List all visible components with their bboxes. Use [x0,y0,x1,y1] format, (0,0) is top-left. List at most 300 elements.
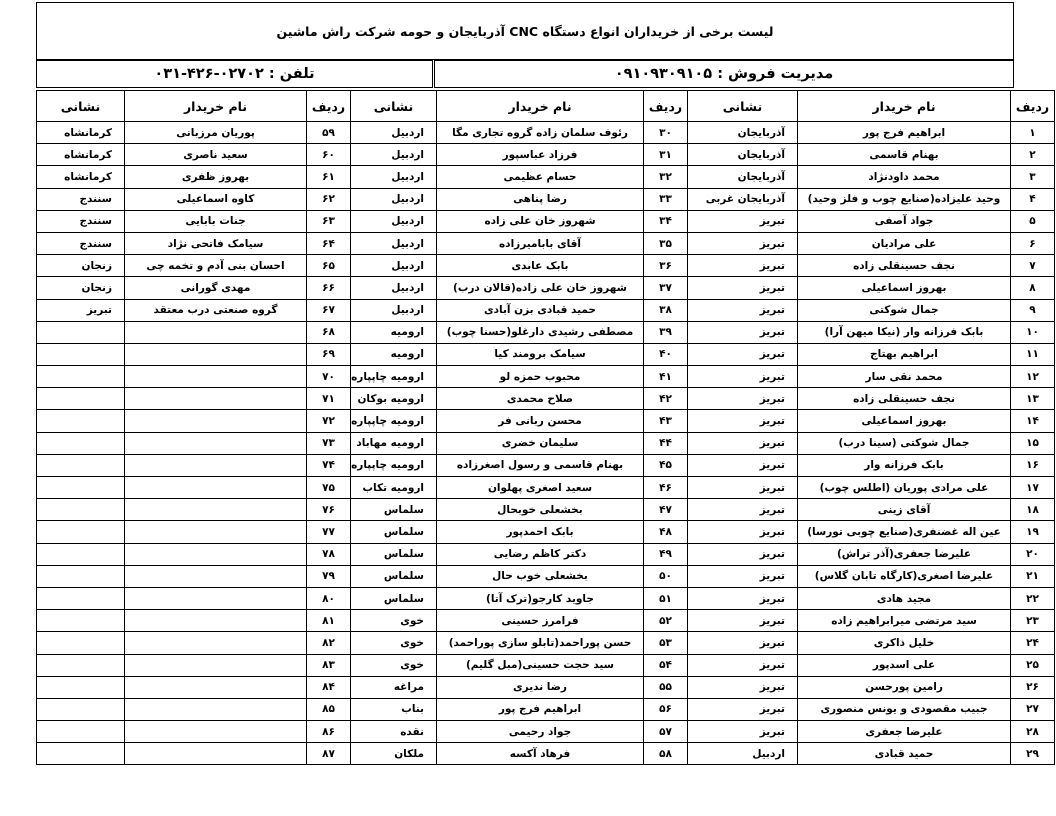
row-number-cell: ۸۴ [307,676,351,698]
address-cell: سلماس [351,499,437,521]
table-row [37,122,1055,144]
row-number-cell: ۶۲ [307,188,351,210]
buyer-name-cell: آقای بابامیرزاده [437,232,644,254]
address-cell [37,321,125,343]
address-cell: اردبیل [351,255,437,277]
table-row [37,721,1055,743]
address-cell: اردبیل [351,188,437,210]
address-cell: تبریز [688,255,798,277]
table-row [37,499,1055,521]
buyer-name-cell: نجف حسینقلی زاده [798,255,1011,277]
table-row [37,210,1055,232]
row-number-cell: ۴ [1011,188,1055,210]
row-number-cell: ۳۵ [644,232,688,254]
table-row [37,144,1055,166]
buyer-name-cell [125,610,307,632]
table-row [37,432,1055,454]
address-cell [37,587,125,609]
address-cell [37,432,125,454]
address-cell: تبریز [688,654,798,676]
address-cell [37,410,125,432]
header-row-number: ردیف [644,91,688,122]
row-number-cell: ۱۲ [1011,366,1055,388]
row-number-cell: ۲۰ [1011,543,1055,565]
row-number-cell: ۲۲ [1011,587,1055,609]
buyer-name-cell: خلیل ذاکری [798,632,1011,654]
row-number-cell: ۵۳ [644,632,688,654]
table-row [37,565,1055,587]
buyer-name-cell: محبوب حمزه لو [437,366,644,388]
buyer-name-cell: سیامک برومند کیا [437,343,644,365]
buyer-name-cell: کاوه اسماعیلی [125,188,307,210]
buyer-name-cell: سعید اصغری پهلوان [437,477,644,499]
address-cell: تبریز [688,454,798,476]
address-cell: ارومیه [351,321,437,343]
buyer-name-cell: محمد نقی سار [798,366,1011,388]
row-number-cell: ۴۵ [644,454,688,476]
row-number-cell: ۷۳ [307,432,351,454]
address-cell: تبریز [688,477,798,499]
address-cell: زنجان [37,277,125,299]
address-cell: ارومیه بوکان [351,388,437,410]
buyer-name-cell: بهنام قاسمی و رسول اصغرزاده [437,454,644,476]
buyer-name-cell: جواد آصفی [798,210,1011,232]
buyer-name-cell: ابراهیم فرج پور [798,122,1011,144]
buyer-name-cell [125,676,307,698]
table-row [37,388,1055,410]
address-cell: تبریز [688,632,798,654]
row-number-cell: ۳۳ [644,188,688,210]
address-cell [37,343,125,365]
row-number-cell: ۷۱ [307,388,351,410]
address-cell: کرمانشاه [37,144,125,166]
address-cell: ارومیه چاپپاره [351,366,437,388]
row-number-cell: ۳۸ [644,299,688,321]
header-buyer-name: نام خریدار [125,91,307,122]
table-row [37,676,1055,698]
row-number-cell: ۵۹ [307,122,351,144]
buyers-table [36,90,1055,765]
address-cell: خوی [351,610,437,632]
buyer-name-cell: محمد داودنژاد [798,166,1011,188]
address-cell: سنندج [37,188,125,210]
row-number-cell: ۶۸ [307,321,351,343]
buyer-name-cell: محسن ربانی فر [437,410,644,432]
row-number-cell: ۱۴ [1011,410,1055,432]
address-cell: آذربایجان [688,144,798,166]
address-cell [37,521,125,543]
address-cell: تبریز [688,232,798,254]
address-cell [37,543,125,565]
table-row [37,654,1055,676]
table-row [37,166,1055,188]
address-cell [37,721,125,743]
row-number-cell: ۴۳ [644,410,688,432]
buyer-name-cell: پوریان مرزبانی [125,122,307,144]
buyer-name-cell: نجف حسینقلی زاده [798,388,1011,410]
row-number-cell: ۸ [1011,277,1055,299]
address-cell: تبریز [688,698,798,720]
row-number-cell: ۵۵ [644,676,688,698]
buyer-name-cell: بخشعلی خوبحال [437,499,644,521]
address-cell [37,454,125,476]
table-row [37,366,1055,388]
row-number-cell: ۶۹ [307,343,351,365]
address-cell: اردبیل [351,144,437,166]
row-number-cell: ۴۲ [644,388,688,410]
row-number-cell: ۲۷ [1011,698,1055,720]
row-number-cell: ۶۶ [307,277,351,299]
document-page [36,2,1050,774]
table-row [37,188,1055,210]
row-number-cell: ۳ [1011,166,1055,188]
page-title: لیست برخی از خریداران انواع دستگاه CNC آذربایجان و حومه شرکت راش ماشین [36,2,1014,60]
header-address: نشانی [688,91,798,122]
address-cell [37,676,125,698]
address-cell [37,743,125,765]
table-body [37,122,1055,765]
buyer-name-cell: حمید قبادی بزن آبادی [437,299,644,321]
buyer-name-cell: بهروز اسماعیلی [798,410,1011,432]
buyer-name-cell: جبیب مقصودی و یونس منصوری [798,698,1011,720]
buyer-name-cell: بابک فرزانه وار [798,454,1011,476]
row-number-cell: ۲۴ [1011,632,1055,654]
row-number-cell: ۵۶ [644,698,688,720]
address-cell [37,565,125,587]
address-cell: اردبیل [688,743,798,765]
row-number-cell: ۲۹ [1011,743,1055,765]
row-number-cell: ۱۵ [1011,432,1055,454]
table-row [37,454,1055,476]
buyer-name-cell [125,654,307,676]
table-row [37,698,1055,720]
address-cell: اردبیل [351,210,437,232]
table-row [37,477,1055,499]
buyer-name-cell: حمید قبادی [798,743,1011,765]
buyer-name-cell: صلاح محمدی [437,388,644,410]
table-row [37,521,1055,543]
address-cell: کرمانشاه [37,122,125,144]
address-cell: سنندج [37,232,125,254]
buyer-name-cell [125,366,307,388]
row-number-cell: ۴۹ [644,543,688,565]
buyer-name-cell [125,698,307,720]
row-number-cell: ۶۰ [307,144,351,166]
buyer-name-cell [125,743,307,765]
address-cell: تبریز [688,499,798,521]
address-cell: تبریز [688,565,798,587]
row-number-cell: ۱ [1011,122,1055,144]
row-number-cell: ۴۸ [644,521,688,543]
address-cell: زنجان [37,255,125,277]
buyer-name-cell: بابک فرزانه وار (نیکا میهن آرا) [798,321,1011,343]
address-cell [37,698,125,720]
table-row [37,255,1055,277]
buyer-name-cell [125,721,307,743]
buyer-name-cell [125,477,307,499]
buyer-name-cell: علیرضا جعفری [798,721,1011,743]
row-number-cell: ۴۱ [644,366,688,388]
row-number-cell: ۳۴ [644,210,688,232]
address-cell [37,477,125,499]
table-row [37,610,1055,632]
buyer-name-cell: جنات بابایی [125,210,307,232]
header-address: نشانی [37,91,125,122]
address-cell [37,366,125,388]
address-cell: خوی [351,632,437,654]
row-number-cell: ۸۳ [307,654,351,676]
row-number-cell: ۷۰ [307,366,351,388]
buyer-name-cell: بهروز ظفری [125,166,307,188]
buyer-name-cell: ابراهیم فرج پور [437,698,644,720]
row-number-cell: ۶۱ [307,166,351,188]
row-number-cell: ۵۱ [644,587,688,609]
buyer-name-cell: سیامک فاتحی نژاد [125,232,307,254]
buyer-name-cell: مصطفی رشیدی دارغلو(حسنا چوب) [437,321,644,343]
buyer-name-cell: سعید ناصری [125,144,307,166]
phone-contact: تلفن : ۰۲۷۰۲-۴۲۶-۰۳۱ [36,60,433,88]
header-row-number: ردیف [307,91,351,122]
address-cell: ارومیه تکاب [351,477,437,499]
buyer-name-cell [125,454,307,476]
address-cell: تبریز [688,343,798,365]
buyer-name-cell [125,543,307,565]
table-row [37,410,1055,432]
address-cell: تبریز [688,366,798,388]
header-buyer-name: نام خریدار [437,91,644,122]
row-number-cell: ۸۵ [307,698,351,720]
sales-manager-contact: مدیریت فروش : ۰۹۱۰۹۳۰۹۱۰۵ [434,60,1014,88]
address-cell: بناب [351,698,437,720]
buyer-name-cell: بهنام قاسمی [798,144,1011,166]
buyer-name-cell: بابک عابدی [437,255,644,277]
buyer-name-cell: علی اسدپور [798,654,1011,676]
buyer-name-cell: بابک احمدپور [437,521,644,543]
row-number-cell: ۷۷ [307,521,351,543]
buyer-name-cell [125,499,307,521]
row-number-cell: ۷۵ [307,477,351,499]
table-row [37,232,1055,254]
row-number-cell: ۵۷ [644,721,688,743]
row-number-cell: ۵۴ [644,654,688,676]
buyer-name-cell: علی مرادیان [798,232,1011,254]
row-number-cell: ۸۶ [307,721,351,743]
row-number-cell: ۵ [1011,210,1055,232]
row-number-cell: ۲۸ [1011,721,1055,743]
buyer-name-cell: فرهاد آکسه [437,743,644,765]
address-cell: کرمانشاه [37,166,125,188]
row-number-cell: ۱۸ [1011,499,1055,521]
row-number-cell: ۱۷ [1011,477,1055,499]
buyer-name-cell: جمال شوکتی [798,299,1011,321]
buyer-name-cell [125,521,307,543]
address-cell: اردبیل [351,122,437,144]
buyer-name-cell: سلیمان خضری [437,432,644,454]
address-cell: ارومیه چاپپاره [351,410,437,432]
row-number-cell: ۱۹ [1011,521,1055,543]
address-cell: ارومیه چاپپاره [351,454,437,476]
buyer-name-cell: شهروز خان علی زاده [437,210,644,232]
buyer-name-cell: وحید علیزاده(صنایع چوب و فلز وحید) [798,188,1011,210]
buyer-name-cell: سید مرتضی میرابراهیم زاده [798,610,1011,632]
address-cell: تبریز [688,388,798,410]
header-address: نشانی [351,91,437,122]
row-number-cell: ۹ [1011,299,1055,321]
row-number-cell: ۶۵ [307,255,351,277]
row-number-cell: ۳۰ [644,122,688,144]
row-number-cell: ۴۰ [644,343,688,365]
buyer-name-cell: علیرضا اصغری(کارگاه تابان گلاس) [798,565,1011,587]
buyer-name-cell: فرزاد عباسپور [437,144,644,166]
address-cell: تبریز [688,721,798,743]
buyer-name-cell [125,388,307,410]
table-row [37,321,1055,343]
buyer-name-cell: رضا ندیری [437,676,644,698]
address-cell: آذربایجان [688,122,798,144]
buyer-name-cell [125,343,307,365]
address-cell: تبریز [688,299,798,321]
address-cell: تبریز [688,432,798,454]
buyer-name-cell: جواد رحیمی [437,721,644,743]
address-cell: ارومیه مهاباد [351,432,437,454]
row-number-cell: ۲۶ [1011,676,1055,698]
buyer-name-cell: گروه صنعتی درب معتقد [125,299,307,321]
buyer-name-cell: علیرضا جعفری(آذر تراش) [798,543,1011,565]
buyer-name-cell [125,410,307,432]
buyer-name-cell: دکتر کاظم رضایی [437,543,644,565]
row-number-cell: ۴۴ [644,432,688,454]
row-number-cell: ۸۱ [307,610,351,632]
table-row [37,632,1055,654]
address-cell: آذربایجان [688,166,798,188]
buyer-name-cell: آقای زینی [798,499,1011,521]
buyer-name-cell: جمال شوکتی (سینا درب) [798,432,1011,454]
address-cell: تبریز [688,277,798,299]
address-cell: ارومیه [351,343,437,365]
address-cell [37,610,125,632]
buyer-name-cell: مهدی گورانی [125,277,307,299]
address-cell: ملکان [351,743,437,765]
buyer-name-cell [125,321,307,343]
buyer-name-cell: بهروز اسماعیلی [798,277,1011,299]
buyer-name-cell: رئوف سلمان زاده گروه تجاری مگا [437,122,644,144]
address-cell: سلماس [351,565,437,587]
address-cell: تبریز [688,210,798,232]
address-cell: خوی [351,654,437,676]
address-cell: اردبیل [351,232,437,254]
table-row [37,277,1055,299]
row-number-cell: ۸۷ [307,743,351,765]
row-number-cell: ۳۶ [644,255,688,277]
buyer-name-cell [125,565,307,587]
address-cell: سلماس [351,587,437,609]
table-row [37,343,1055,365]
buyer-name-cell: رامین پورحسن [798,676,1011,698]
buyer-name-cell: ابراهیم بهتاج [798,343,1011,365]
buyer-name-cell [125,432,307,454]
row-number-cell: ۱۰ [1011,321,1055,343]
address-cell [37,632,125,654]
buyer-name-cell: حسن پوراحمد(تابلو سازی پوراحمد) [437,632,644,654]
row-number-cell: ۳۱ [644,144,688,166]
row-number-cell: ۲۱ [1011,565,1055,587]
row-number-cell: ۶ [1011,232,1055,254]
header-row-number: ردیف [1011,91,1055,122]
row-number-cell: ۴۶ [644,477,688,499]
address-cell: تبریز [688,521,798,543]
address-cell: مراغه [351,676,437,698]
buyer-name-cell: رضا پناهی [437,188,644,210]
buyer-name-cell: بخشعلی خوب حال [437,565,644,587]
address-cell: تبریز [688,610,798,632]
address-cell: تبریز [688,410,798,432]
address-cell: سلماس [351,521,437,543]
buyer-name-cell: سید حجت حسینی(مبل گلیم) [437,654,644,676]
row-number-cell: ۷۴ [307,454,351,476]
row-number-cell: ۲۳ [1011,610,1055,632]
row-number-cell: ۵۰ [644,565,688,587]
row-number-cell: ۷ [1011,255,1055,277]
row-number-cell: ۶۳ [307,210,351,232]
row-number-cell: ۷۹ [307,565,351,587]
buyer-name-cell: حسام عظیمی [437,166,644,188]
row-number-cell: ۶۷ [307,299,351,321]
buyer-name-cell [125,587,307,609]
address-cell: نقده [351,721,437,743]
table-row [37,743,1055,765]
address-cell: تبریز [688,543,798,565]
row-number-cell: ۳۹ [644,321,688,343]
row-number-cell: ۱۱ [1011,343,1055,365]
address-cell: آذربایجان غربی [688,188,798,210]
row-number-cell: ۶۴ [307,232,351,254]
row-number-cell: ۵۲ [644,610,688,632]
address-cell: تبریز [688,587,798,609]
address-cell [37,654,125,676]
row-number-cell: ۷۸ [307,543,351,565]
address-cell: تبریز [37,299,125,321]
buyer-name-cell: عین اله غضنفری(صنایع چوبی تورسا) [798,521,1011,543]
address-cell: اردبیل [351,166,437,188]
row-number-cell: ۵۸ [644,743,688,765]
table-header-row [37,91,1055,122]
row-number-cell: ۲ [1011,144,1055,166]
row-number-cell: ۳۲ [644,166,688,188]
address-cell [37,388,125,410]
address-cell: تبریز [688,321,798,343]
row-number-cell: ۸۰ [307,587,351,609]
row-number-cell: ۲۵ [1011,654,1055,676]
row-number-cell: ۷۶ [307,499,351,521]
buyer-name-cell: فرامرز حسینی [437,610,644,632]
address-cell: تبریز [688,676,798,698]
row-number-cell: ۱۶ [1011,454,1055,476]
buyer-name-cell: احسان بنی آدم و تخمه چی [125,255,307,277]
address-cell: اردبیل [351,299,437,321]
table-row [37,587,1055,609]
row-number-cell: ۷۲ [307,410,351,432]
address-cell: سنندج [37,210,125,232]
row-number-cell: ۱۳ [1011,388,1055,410]
row-number-cell: ۸۲ [307,632,351,654]
address-cell: سلماس [351,543,437,565]
row-number-cell: ۴۷ [644,499,688,521]
header-buyer-name: نام خریدار [798,91,1011,122]
address-cell: اردبیل [351,277,437,299]
buyer-name-cell: علی مرادی پوریان (اطلس چوب) [798,477,1011,499]
table-row [37,543,1055,565]
table-row [37,299,1055,321]
